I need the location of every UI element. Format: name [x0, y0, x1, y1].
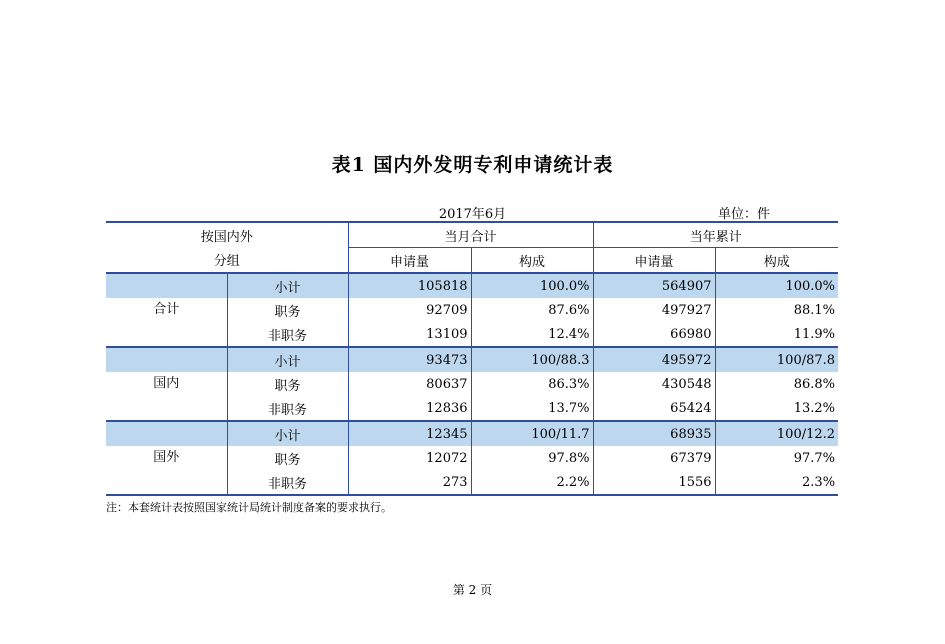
year-count-cell: 67379 — [593, 446, 715, 470]
month-count-cell: 12072 — [348, 446, 471, 470]
row-label: 非职务 — [227, 322, 348, 347]
group-shade-strip — [106, 422, 227, 446]
table-title: 表1 国内外发明专利申请统计表 — [331, 154, 614, 176]
year-count-cell: 68935 — [593, 421, 715, 446]
month-count-cell: 12836 — [348, 396, 471, 421]
patent-statistics-table — [106, 221, 838, 496]
group-name — [106, 421, 227, 495]
month-count-cell: 80637 — [348, 372, 471, 396]
month-count-header: 申请量 — [348, 248, 471, 274]
unit-label: 单位：件 — [718, 207, 771, 222]
year-share-cell: 88.1% — [715, 298, 838, 322]
year-count-header: 申请量 — [593, 248, 715, 274]
year-count-cell: 66980 — [593, 322, 715, 347]
year-total-header: 当年累计 — [593, 222, 838, 248]
month-share-cell: 100/11.7 — [471, 421, 593, 446]
month-share-cell: 86.3% — [471, 372, 593, 396]
group-name-label: 国外 — [153, 450, 180, 465]
group-name — [106, 273, 227, 347]
group-name — [106, 347, 227, 421]
month-share-cell: 97.8% — [471, 446, 593, 470]
header-row-2 — [106, 248, 838, 274]
year-count-cell: 65424 — [593, 396, 715, 421]
year-share-cell: 100/12.2 — [715, 421, 838, 446]
row-label: 职务 — [227, 298, 348, 322]
year-share-cell: 11.9% — [715, 322, 838, 347]
year-share-cell: 100/87.8 — [715, 347, 838, 372]
month-count-cell: 93473 — [348, 347, 471, 372]
year-count-cell: 495972 — [593, 347, 715, 372]
row-label: 职务 — [227, 446, 348, 470]
month-share-cell: 87.6% — [471, 298, 593, 322]
row-label: 小计 — [227, 421, 348, 446]
year-share-cell: 86.8% — [715, 372, 838, 396]
month-share-cell: 13.7% — [471, 396, 593, 421]
month-share-header: 构成 — [471, 248, 593, 274]
year-count-cell: 430548 — [593, 372, 715, 396]
group-name-label: 国内 — [153, 376, 180, 391]
table-row — [106, 273, 838, 298]
row-label: 非职务 — [227, 470, 348, 495]
month-share-cell: 2.2% — [471, 470, 593, 495]
year-share-cell: 100.0% — [715, 273, 838, 298]
month-count-cell: 13109 — [348, 322, 471, 347]
year-count-cell: 564907 — [593, 273, 715, 298]
row-label: 非职务 — [227, 396, 348, 421]
row-label: 小计 — [227, 273, 348, 298]
group-name-label: 合计 — [153, 302, 180, 317]
page-number: 第 2 页 — [452, 583, 493, 597]
month-count-cell: 92709 — [348, 298, 471, 322]
month-count-cell: 12345 — [348, 421, 471, 446]
footnote: 注：本套统计表按照国家统计局统计制度备案的要求执行。 — [106, 501, 392, 514]
group-header: 按国内外 — [106, 222, 348, 248]
month-share-cell: 12.4% — [471, 322, 593, 347]
group-header-2: 分组 — [106, 248, 348, 274]
year-share-cell: 97.7% — [715, 446, 838, 470]
year-share-cell: 2.3% — [715, 470, 838, 495]
group-shade-strip — [106, 348, 227, 372]
table-row — [106, 421, 838, 446]
year-count-cell: 1556 — [593, 470, 715, 495]
row-label: 职务 — [227, 372, 348, 396]
month-share-cell: 100/88.3 — [471, 347, 593, 372]
month-total-header: 当月合计 — [348, 222, 593, 248]
report-date: 2017年6月 — [438, 207, 507, 222]
header-row-1 — [106, 222, 838, 248]
month-count-cell: 105818 — [348, 273, 471, 298]
year-count-cell: 497927 — [593, 298, 715, 322]
group-shade-strip — [106, 274, 227, 298]
year-share-cell: 13.2% — [715, 396, 838, 421]
table-row — [106, 347, 838, 372]
row-label: 小计 — [227, 347, 348, 372]
month-count-cell: 273 — [348, 470, 471, 495]
year-share-header: 构成 — [715, 248, 838, 274]
month-share-cell: 100.0% — [471, 273, 593, 298]
